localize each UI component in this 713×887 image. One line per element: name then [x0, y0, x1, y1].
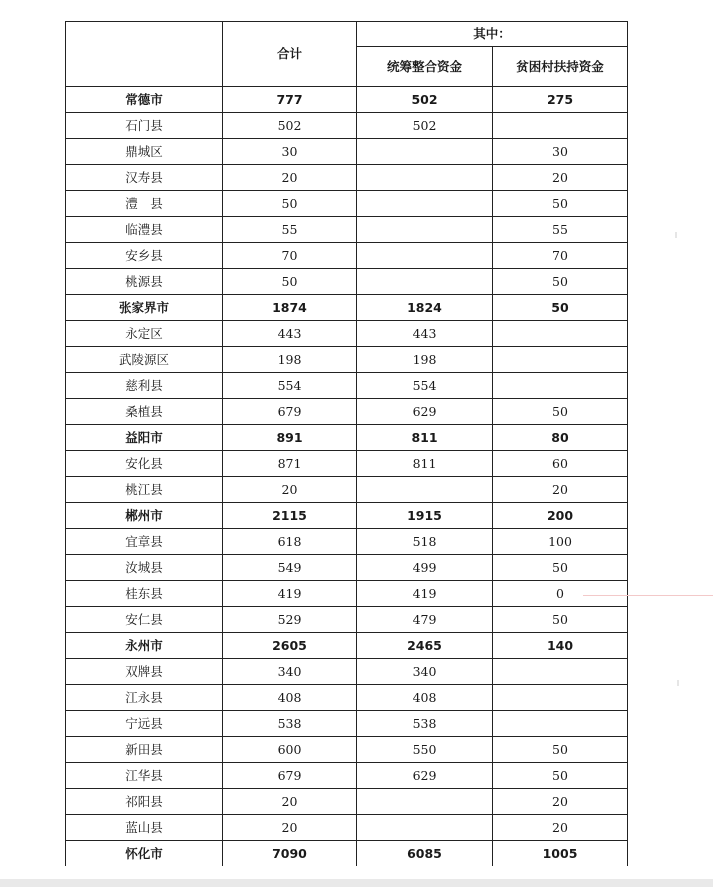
- region-cell: 澧 县: [66, 191, 223, 217]
- integrated-cell: 502: [357, 113, 493, 139]
- integrated-cell: 554: [357, 373, 493, 399]
- region-cell: 安乡县: [66, 243, 223, 269]
- poverty-cell: 100: [493, 529, 628, 555]
- region-cell: 江永县: [66, 685, 223, 711]
- region-cell: 益阳市: [66, 425, 223, 451]
- region-cell: 鼎城区: [66, 139, 223, 165]
- region-cell: 桃江县: [66, 477, 223, 503]
- table-row: [66, 165, 628, 191]
- scan-speck: [677, 680, 679, 686]
- table-row: [66, 815, 628, 841]
- integrated-cell: 479: [357, 607, 493, 633]
- total-cell: 549: [223, 555, 357, 581]
- header-integrated-funds: 统筹整合资金: [357, 47, 493, 87]
- integrated-cell: 629: [357, 399, 493, 425]
- region-cell: 汉寿县: [66, 165, 223, 191]
- table-row: [66, 581, 628, 607]
- poverty-cell: 50: [493, 737, 628, 763]
- table-row: [66, 373, 628, 399]
- poverty-cell: 30: [493, 139, 628, 165]
- integrated-cell: 811: [357, 425, 493, 451]
- poverty-cell: 50: [493, 295, 628, 321]
- region-cell: 蓝山县: [66, 815, 223, 841]
- table-row: [66, 295, 628, 321]
- poverty-cell: [493, 113, 628, 139]
- total-cell: 7090: [223, 841, 357, 867]
- integrated-cell: [357, 217, 493, 243]
- total-cell: 20: [223, 789, 357, 815]
- integrated-cell: 408: [357, 685, 493, 711]
- region-cell: 宁远县: [66, 711, 223, 737]
- total-cell: 50: [223, 191, 357, 217]
- region-cell: 安仁县: [66, 607, 223, 633]
- bottom-scrollbar-strip: [0, 879, 713, 887]
- table-row: [66, 243, 628, 269]
- table-row: [66, 347, 628, 373]
- integrated-cell: 811: [357, 451, 493, 477]
- total-cell: 20: [223, 165, 357, 191]
- integrated-cell: [357, 269, 493, 295]
- table-row: [66, 841, 628, 867]
- poverty-cell: [493, 321, 628, 347]
- poverty-cell: [493, 373, 628, 399]
- total-cell: 2605: [223, 633, 357, 659]
- total-cell: 408: [223, 685, 357, 711]
- total-cell: 20: [223, 815, 357, 841]
- total-cell: 679: [223, 763, 357, 789]
- region-cell: 新田县: [66, 737, 223, 763]
- poverty-cell: 20: [493, 477, 628, 503]
- integrated-cell: 550: [357, 737, 493, 763]
- header-region-cell: [66, 22, 223, 87]
- integrated-cell: 1915: [357, 503, 493, 529]
- region-cell: 汝城县: [66, 555, 223, 581]
- scan-red-mark: [583, 595, 713, 596]
- table-row: [66, 269, 628, 295]
- integrated-cell: 538: [357, 711, 493, 737]
- table-row: [66, 737, 628, 763]
- integrated-cell: 6085: [357, 841, 493, 867]
- region-cell: 临澧县: [66, 217, 223, 243]
- header-row-1: [66, 22, 628, 47]
- total-cell: 20: [223, 477, 357, 503]
- total-cell: 679: [223, 399, 357, 425]
- table-row: [66, 503, 628, 529]
- poverty-cell: [493, 685, 628, 711]
- poverty-cell: [493, 659, 628, 685]
- poverty-cell: 20: [493, 815, 628, 841]
- table-row: [66, 763, 628, 789]
- region-cell: 怀化市: [66, 841, 223, 867]
- total-cell: 55: [223, 217, 357, 243]
- region-cell: 永州市: [66, 633, 223, 659]
- poverty-cell: 200: [493, 503, 628, 529]
- table-row: [66, 711, 628, 737]
- integrated-cell: 340: [357, 659, 493, 685]
- total-cell: 538: [223, 711, 357, 737]
- integrated-cell: 443: [357, 321, 493, 347]
- poverty-cell: [493, 347, 628, 373]
- integrated-cell: [357, 165, 493, 191]
- integrated-cell: 198: [357, 347, 493, 373]
- table-row: [66, 789, 628, 815]
- total-cell: 618: [223, 529, 357, 555]
- poverty-cell: 50: [493, 269, 628, 295]
- poverty-cell: 50: [493, 191, 628, 217]
- table-body: [66, 87, 628, 867]
- header-poverty-village-funds: 贫困村扶持资金: [493, 47, 628, 87]
- total-cell: 419: [223, 581, 357, 607]
- table-row: [66, 685, 628, 711]
- poverty-cell: 140: [493, 633, 628, 659]
- poverty-cell: 80: [493, 425, 628, 451]
- table-row: [66, 191, 628, 217]
- total-cell: 529: [223, 607, 357, 633]
- total-cell: 777: [223, 87, 357, 113]
- poverty-cell: 55: [493, 217, 628, 243]
- integrated-cell: [357, 243, 493, 269]
- integrated-cell: [357, 789, 493, 815]
- integrated-cell: 2465: [357, 633, 493, 659]
- poverty-cell: 20: [493, 789, 628, 815]
- region-cell: 祁阳县: [66, 789, 223, 815]
- table-row: [66, 607, 628, 633]
- total-cell: 554: [223, 373, 357, 399]
- table-row: [66, 425, 628, 451]
- total-cell: 871: [223, 451, 357, 477]
- region-cell: 江华县: [66, 763, 223, 789]
- table-row: [66, 217, 628, 243]
- total-cell: 50: [223, 269, 357, 295]
- poverty-cell: 50: [493, 607, 628, 633]
- poverty-cell: 60: [493, 451, 628, 477]
- region-cell: 桃源县: [66, 269, 223, 295]
- region-cell: 武陵源区: [66, 347, 223, 373]
- table-row: [66, 87, 628, 113]
- region-cell: 郴州市: [66, 503, 223, 529]
- total-cell: 443: [223, 321, 357, 347]
- region-cell: 石门县: [66, 113, 223, 139]
- integrated-cell: 499: [357, 555, 493, 581]
- poverty-cell: 50: [493, 399, 628, 425]
- region-cell: 桑植县: [66, 399, 223, 425]
- integrated-cell: 502: [357, 87, 493, 113]
- poverty-cell: [493, 711, 628, 737]
- fund-allocation-table: [65, 21, 628, 866]
- poverty-cell: 275: [493, 87, 628, 113]
- table-row: [66, 633, 628, 659]
- region-cell: 常德市: [66, 87, 223, 113]
- total-cell: 600: [223, 737, 357, 763]
- table-row: [66, 321, 628, 347]
- total-cell: 30: [223, 139, 357, 165]
- region-cell: 安化县: [66, 451, 223, 477]
- integrated-cell: 629: [357, 763, 493, 789]
- table-row: [66, 399, 628, 425]
- integrated-cell: [357, 139, 493, 165]
- table-row: [66, 113, 628, 139]
- total-cell: 70: [223, 243, 357, 269]
- poverty-cell: 50: [493, 555, 628, 581]
- total-cell: 198: [223, 347, 357, 373]
- table-row: [66, 451, 628, 477]
- region-cell: 宜章县: [66, 529, 223, 555]
- region-cell: 张家界市: [66, 295, 223, 321]
- total-cell: 891: [223, 425, 357, 451]
- table-row: [66, 659, 628, 685]
- integrated-cell: [357, 191, 493, 217]
- header-among: 其中：: [357, 22, 628, 47]
- region-cell: 双牌县: [66, 659, 223, 685]
- header-total: 合计: [223, 22, 357, 87]
- poverty-cell: 70: [493, 243, 628, 269]
- integrated-cell: 518: [357, 529, 493, 555]
- region-cell: 慈利县: [66, 373, 223, 399]
- total-cell: 340: [223, 659, 357, 685]
- table-row: [66, 529, 628, 555]
- integrated-cell: 419: [357, 581, 493, 607]
- table-row: [66, 139, 628, 165]
- total-cell: 2115: [223, 503, 357, 529]
- region-cell: 桂东县: [66, 581, 223, 607]
- table-row: [66, 555, 628, 581]
- scan-speck: [675, 232, 677, 238]
- total-cell: 502: [223, 113, 357, 139]
- integrated-cell: [357, 815, 493, 841]
- table-row: [66, 477, 628, 503]
- region-cell: 永定区: [66, 321, 223, 347]
- total-cell: 1874: [223, 295, 357, 321]
- poverty-cell: 50: [493, 763, 628, 789]
- poverty-cell: 1005: [493, 841, 628, 867]
- integrated-cell: 1824: [357, 295, 493, 321]
- integrated-cell: [357, 477, 493, 503]
- poverty-cell: 20: [493, 165, 628, 191]
- poverty-cell: 0: [493, 581, 628, 607]
